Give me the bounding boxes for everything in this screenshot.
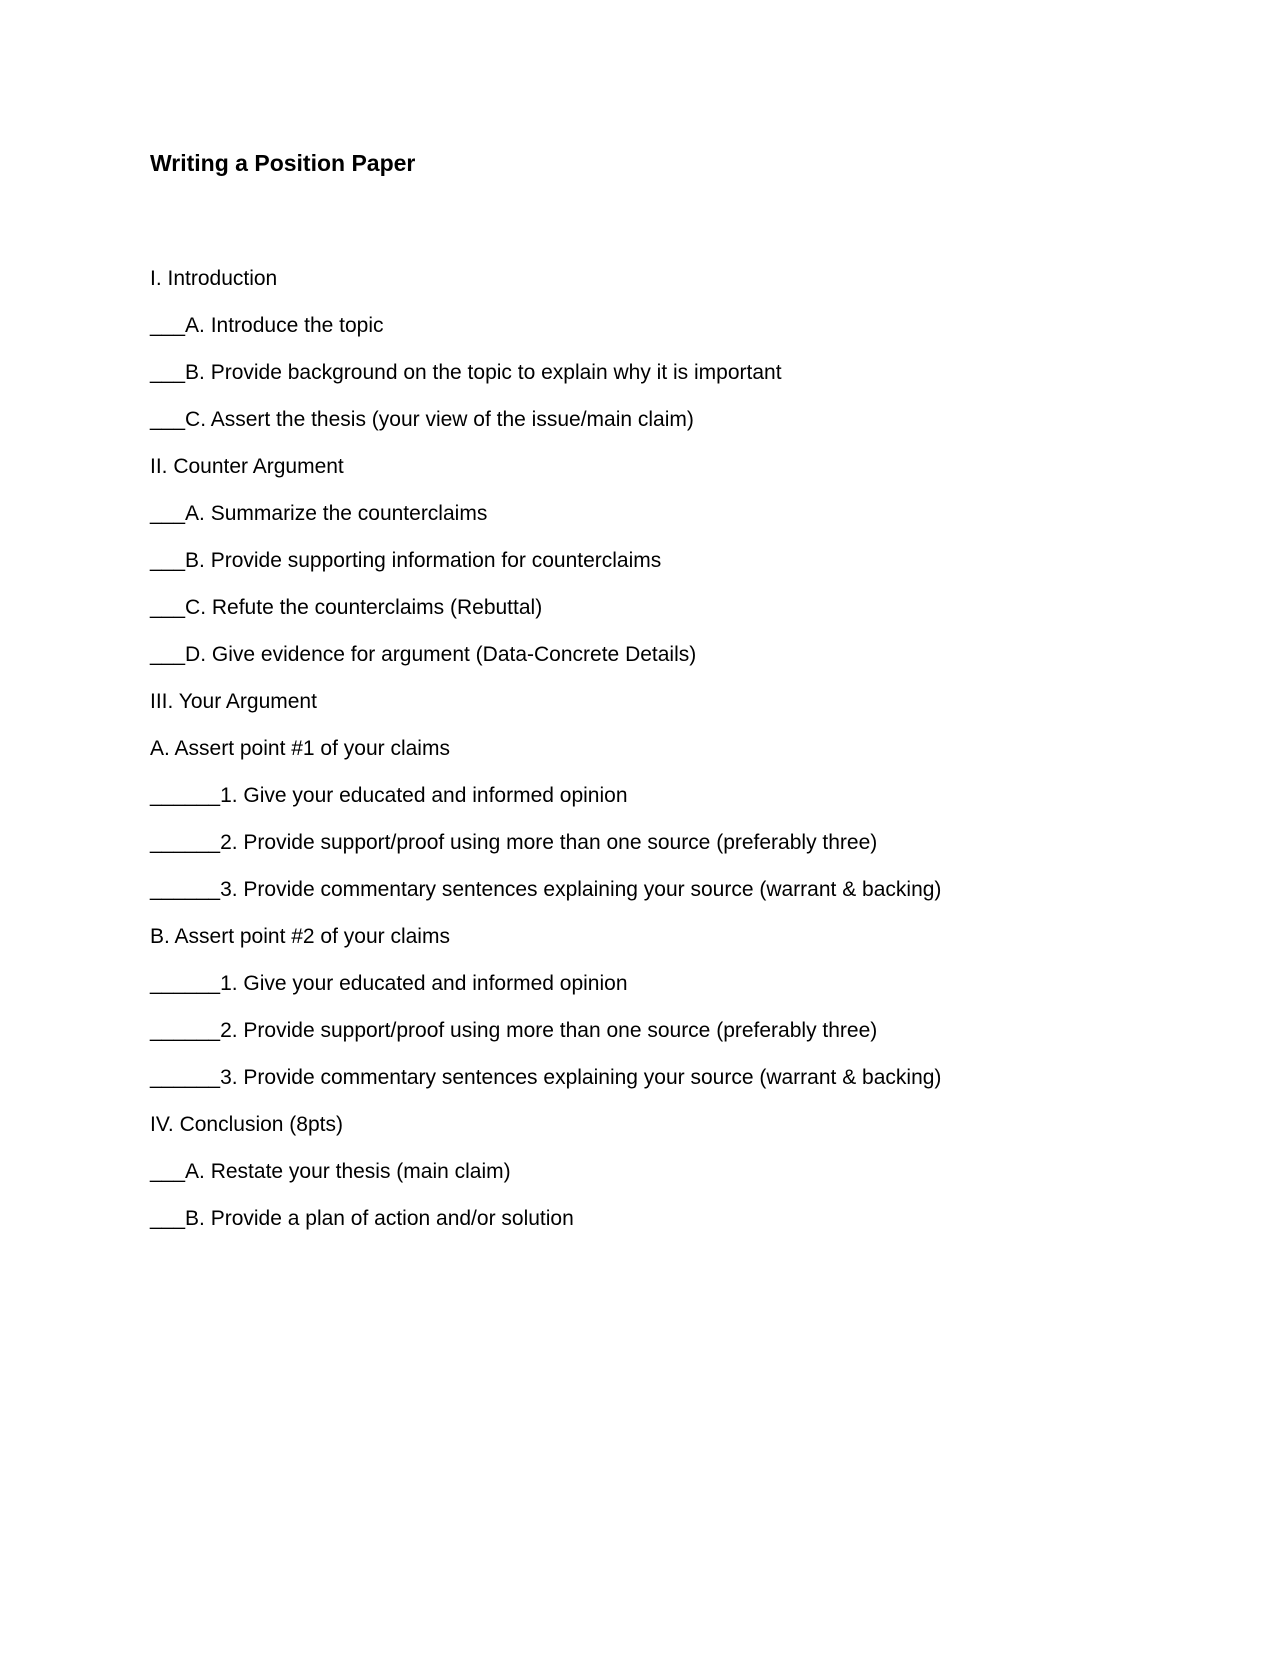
checklist-item: ______1. Give your educated and informed opinion xyxy=(150,972,628,995)
subsection-heading-point-1: A. Assert point #1 of your claims xyxy=(150,737,450,760)
section-heading-introduction: I. Introduction xyxy=(150,267,278,290)
checklist-item: ___B. Provide background on the topic to explain why it is important xyxy=(150,361,782,384)
checklist-item: ___C. Assert the thesis (your view of the issue/main claim) xyxy=(150,408,694,431)
section-heading-counter-argument: II. Counter Argument xyxy=(150,455,344,478)
checklist-item: ______3. Provide commentary sentences explaining your source (warrant & backing) xyxy=(150,878,942,901)
document-title: Writing a Position Paper xyxy=(150,150,416,176)
outline-list xyxy=(150,265,941,1252)
checklist-item: ______3. Provide commentary sentences explaining your source (warrant & backing) xyxy=(150,1066,942,1089)
checklist-item: ______2. Provide support/proof using more than one source (preferably three) xyxy=(150,1019,878,1042)
section-heading-your-argument: III. Your Argument xyxy=(150,690,317,713)
checklist-item: ___A. Summarize the counterclaims xyxy=(150,502,488,525)
checklist-item: ___C. Refute the counterclaims (Rebuttal) xyxy=(150,596,543,619)
checklist-item: ___A. Restate your thesis (main claim) xyxy=(150,1160,511,1183)
checklist-item: ___B. Provide supporting information for counterclaims xyxy=(150,549,662,572)
checklist-item: ___A. Introduce the topic xyxy=(150,314,384,337)
checklist-item: ______1. Give your educated and informed opinion xyxy=(150,784,628,807)
checklist-item: ___D. Give evidence for argument (Data-Concrete Details) xyxy=(150,643,697,666)
subsection-heading-point-2: B. Assert point #2 of your claims xyxy=(150,925,450,948)
section-heading-conclusion: IV. Conclusion (8pts) xyxy=(150,1113,343,1136)
checklist-item: ______2. Provide support/proof using more than one source (preferably three) xyxy=(150,831,878,854)
checklist-item: ___B. Provide a plan of action and/or solution xyxy=(150,1207,574,1230)
